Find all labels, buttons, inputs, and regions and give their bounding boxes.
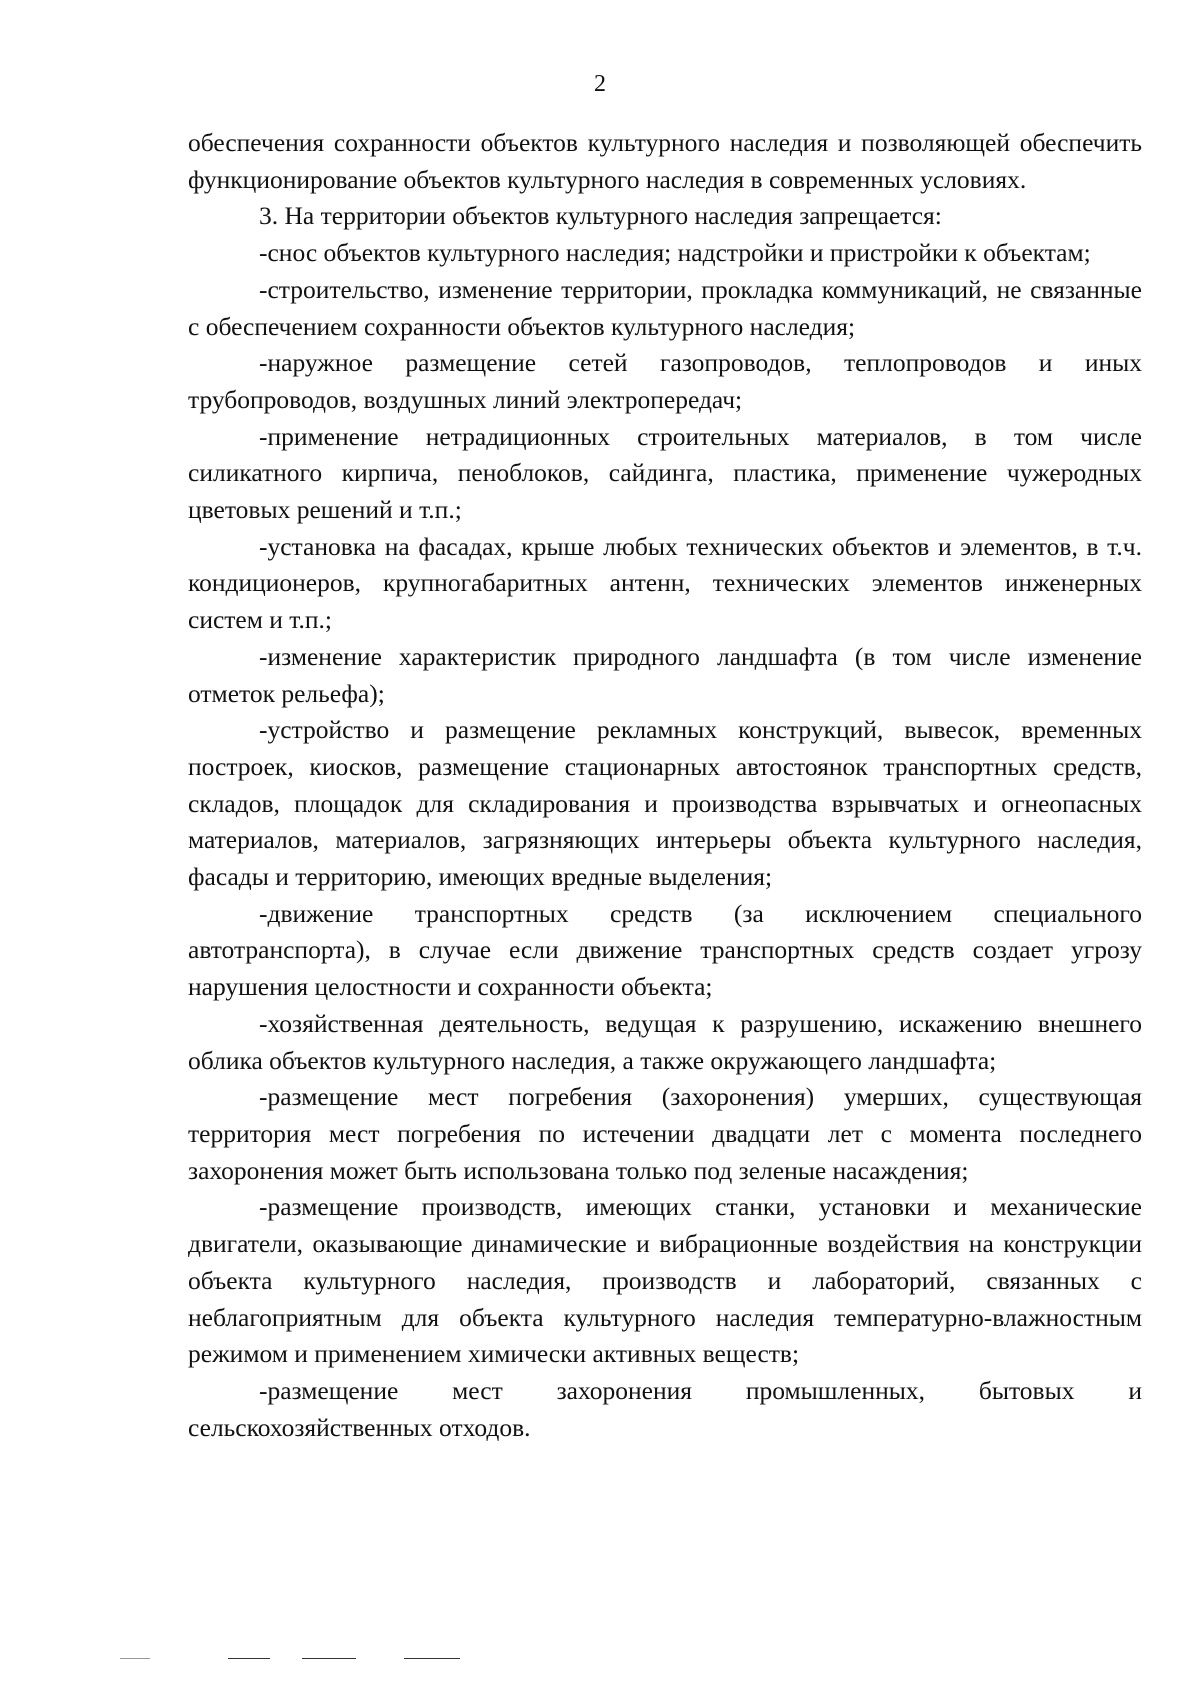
list-item-demolition: -снос объектов культурного наследия; надстройки и пристройки к объектам; <box>259 238 1091 268</box>
paragraph-continuation: обеспечения сохранности объектов культурного наследия и позволяющей обеспечить функционирование объектов культурного наследия в современных условиях. <box>188 128 1142 194</box>
page-number: 2 <box>594 71 606 97</box>
list-item-burials: -размещение мест погребения (захоронения) умерших, существующая территория мест погребения по истечении двадцати лет с момента последнего захоронения может быть использована только под зеленые насаждения; <box>188 1082 1142 1185</box>
document-body <box>188 125 1142 1446</box>
list-item-production: -размещение производств, имеющих станки, установки и механические двигатели, оказывающие динамические и вибрационные воздействия на конструкции объекта культурного наследия, производств и лабораторий, связанных с неблагоприятным для объекта культурного наследия температурно-влажностным режимом и применением химически активных веществ; <box>188 1192 1142 1369</box>
paragraph-section-3-heading: 3. На территории объектов культурного наследия запрещается: <box>259 201 942 231</box>
list-item-facade-installations: -установка на фасадах, крыше любых технических объектов и элементов, в т.ч. кондиционеров, крупногабаритных антенн, технических элементов инженерных систем и т.п.; <box>188 531 1142 635</box>
scan-mark <box>404 1658 460 1659</box>
list-item-traffic: -движение транспортных средств (за исключением специального автотранспорта), в случае если движение транспортных средств создает угрозу нарушения целостности и сохранности объекта; <box>188 898 1142 1002</box>
list-item-advertising: -устройство и размещение рекламных конструкций, вывесок, временных построек, киосков, размещение стационарных автостоянок транспортных средств, складов, площадок для складирования и производства взрывчатых и огнеопасных материалов, материалов, загрязняющих интерьеры объекта культурного наследия, фасады и территорию, имеющих вредные выделения; <box>188 715 1142 892</box>
scan-mark <box>120 1658 150 1659</box>
scan-mark <box>228 1658 270 1659</box>
scan-mark <box>302 1658 356 1659</box>
list-item-economic-activity: -хозяйственная деятельность, ведущая к разрушению, искажению внешнего облика объектов культурного наследия, а также окружающего ландшафта; <box>188 1008 1142 1075</box>
list-item-waste: -размещение мест захоронения промышленных, бытовых и сельскохозяйственных отходов. <box>188 1375 1142 1442</box>
footer-scan-marks <box>120 1658 640 1664</box>
list-item-landscape: -изменение характеристик природного ландшафта (в том числе изменение отметок рельефа); <box>188 641 1142 708</box>
list-item-construction: -строительство, изменение территории, прокладка коммуникаций, не связанные с обеспечением сохранности объектов культурного наследия; <box>188 274 1142 341</box>
list-item-pipelines: -наружное размещение сетей газопроводов, теплопроводов и иных трубопроводов, воздушных линий электропередач; <box>188 348 1142 414</box>
list-item-materials: -применение нетрадиционных строительных материалов, в том числе силикатного кирпича, пеноблоков, сайдинга, пластика, применение чужеродных цветовых решений и т.п.; <box>188 421 1142 525</box>
